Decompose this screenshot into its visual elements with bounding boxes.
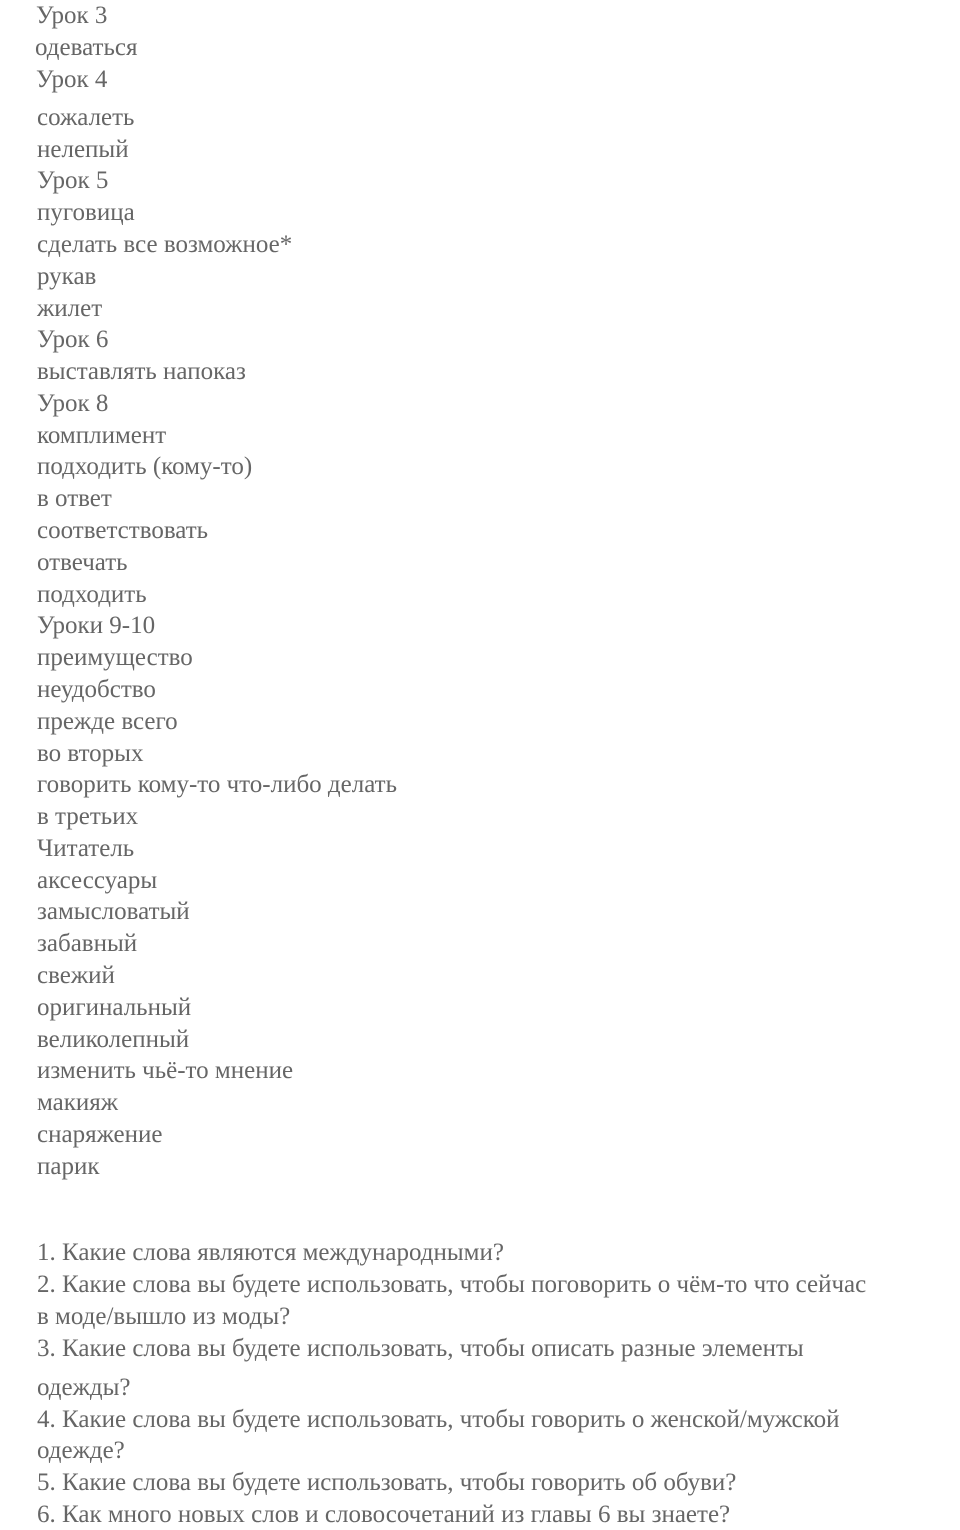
question-line: 2. Какие слова вы будете использовать, чтобы поговорить о чём-то что сейчас [37, 1271, 867, 1298]
vocab-item: снаряжение [37, 1121, 163, 1148]
vocab-item: жилет [37, 295, 103, 322]
lesson-heading: Урок 3 [36, 2, 108, 29]
vocab-item: парик [37, 1153, 100, 1180]
vocab-item: в третьих [37, 803, 139, 830]
question-line: в моде/вышло из моды? [37, 1303, 291, 1330]
vocab-item: в ответ [37, 485, 112, 512]
vocab-item: говорить кому-то что-либо делать [37, 771, 397, 798]
vocab-item: подходить (кому-то) [37, 453, 253, 480]
question-line: 5. Какие слова вы будете использовать, чтобы говорить об обуви? [37, 1469, 737, 1496]
vocab-item: преимущество [37, 644, 193, 671]
vocab-item: прежде всего [37, 708, 178, 735]
lesson-heading: Урок 8 [37, 390, 109, 417]
lesson-heading: Урок 5 [37, 167, 109, 194]
lesson-heading: Урок 6 [37, 326, 109, 353]
question-line: 1. Какие слова являются международными? [37, 1239, 504, 1266]
vocab-item: соответствовать [37, 517, 209, 544]
lesson-heading: Уроки 9-10 [37, 612, 156, 639]
vocab-item: забавный [37, 930, 138, 957]
question-line: 6. Как много новых слов и словосочетаний из главы 6 вы знаете? [37, 1501, 731, 1528]
vocab-item: изменить чьё-то мнение [37, 1057, 294, 1084]
vocab-item: отвечать [37, 549, 128, 576]
question-line: 3. Какие слова вы будете использовать, чтобы описать разные элементы [37, 1335, 804, 1362]
question-line: 4. Какие слова вы будете использовать, чтобы говорить о женской/мужской [37, 1406, 840, 1433]
vocab-item: подходить [37, 581, 147, 608]
vocab-item: замысловатый [37, 898, 190, 925]
vocab-item: комплимент [37, 422, 167, 449]
vocab-item: великолепный [37, 1026, 190, 1053]
vocab-item: выставлять напоказ [37, 358, 246, 385]
vocab-item: во вторых [37, 740, 144, 767]
vocab-item: одеваться [35, 34, 138, 61]
question-line: одежде? [37, 1437, 125, 1464]
vocab-item: рукав [37, 263, 97, 290]
vocab-item: макияж [37, 1089, 119, 1116]
vocab-item: сделать все возможное* [37, 231, 293, 258]
vocab-item: аксессуары [37, 867, 158, 894]
lesson-heading: Урок 4 [36, 66, 108, 93]
vocab-item: сожалеть [37, 104, 135, 131]
question-line: одежды? [37, 1374, 131, 1401]
vocab-item: неудобство [37, 676, 156, 703]
vocab-item: нелепый [37, 136, 129, 163]
vocab-item: оригинальный [37, 994, 192, 1021]
vocab-item: пуговица [37, 199, 135, 226]
vocab-item: свежий [37, 962, 115, 989]
vocab-item: Читатель [37, 835, 135, 862]
